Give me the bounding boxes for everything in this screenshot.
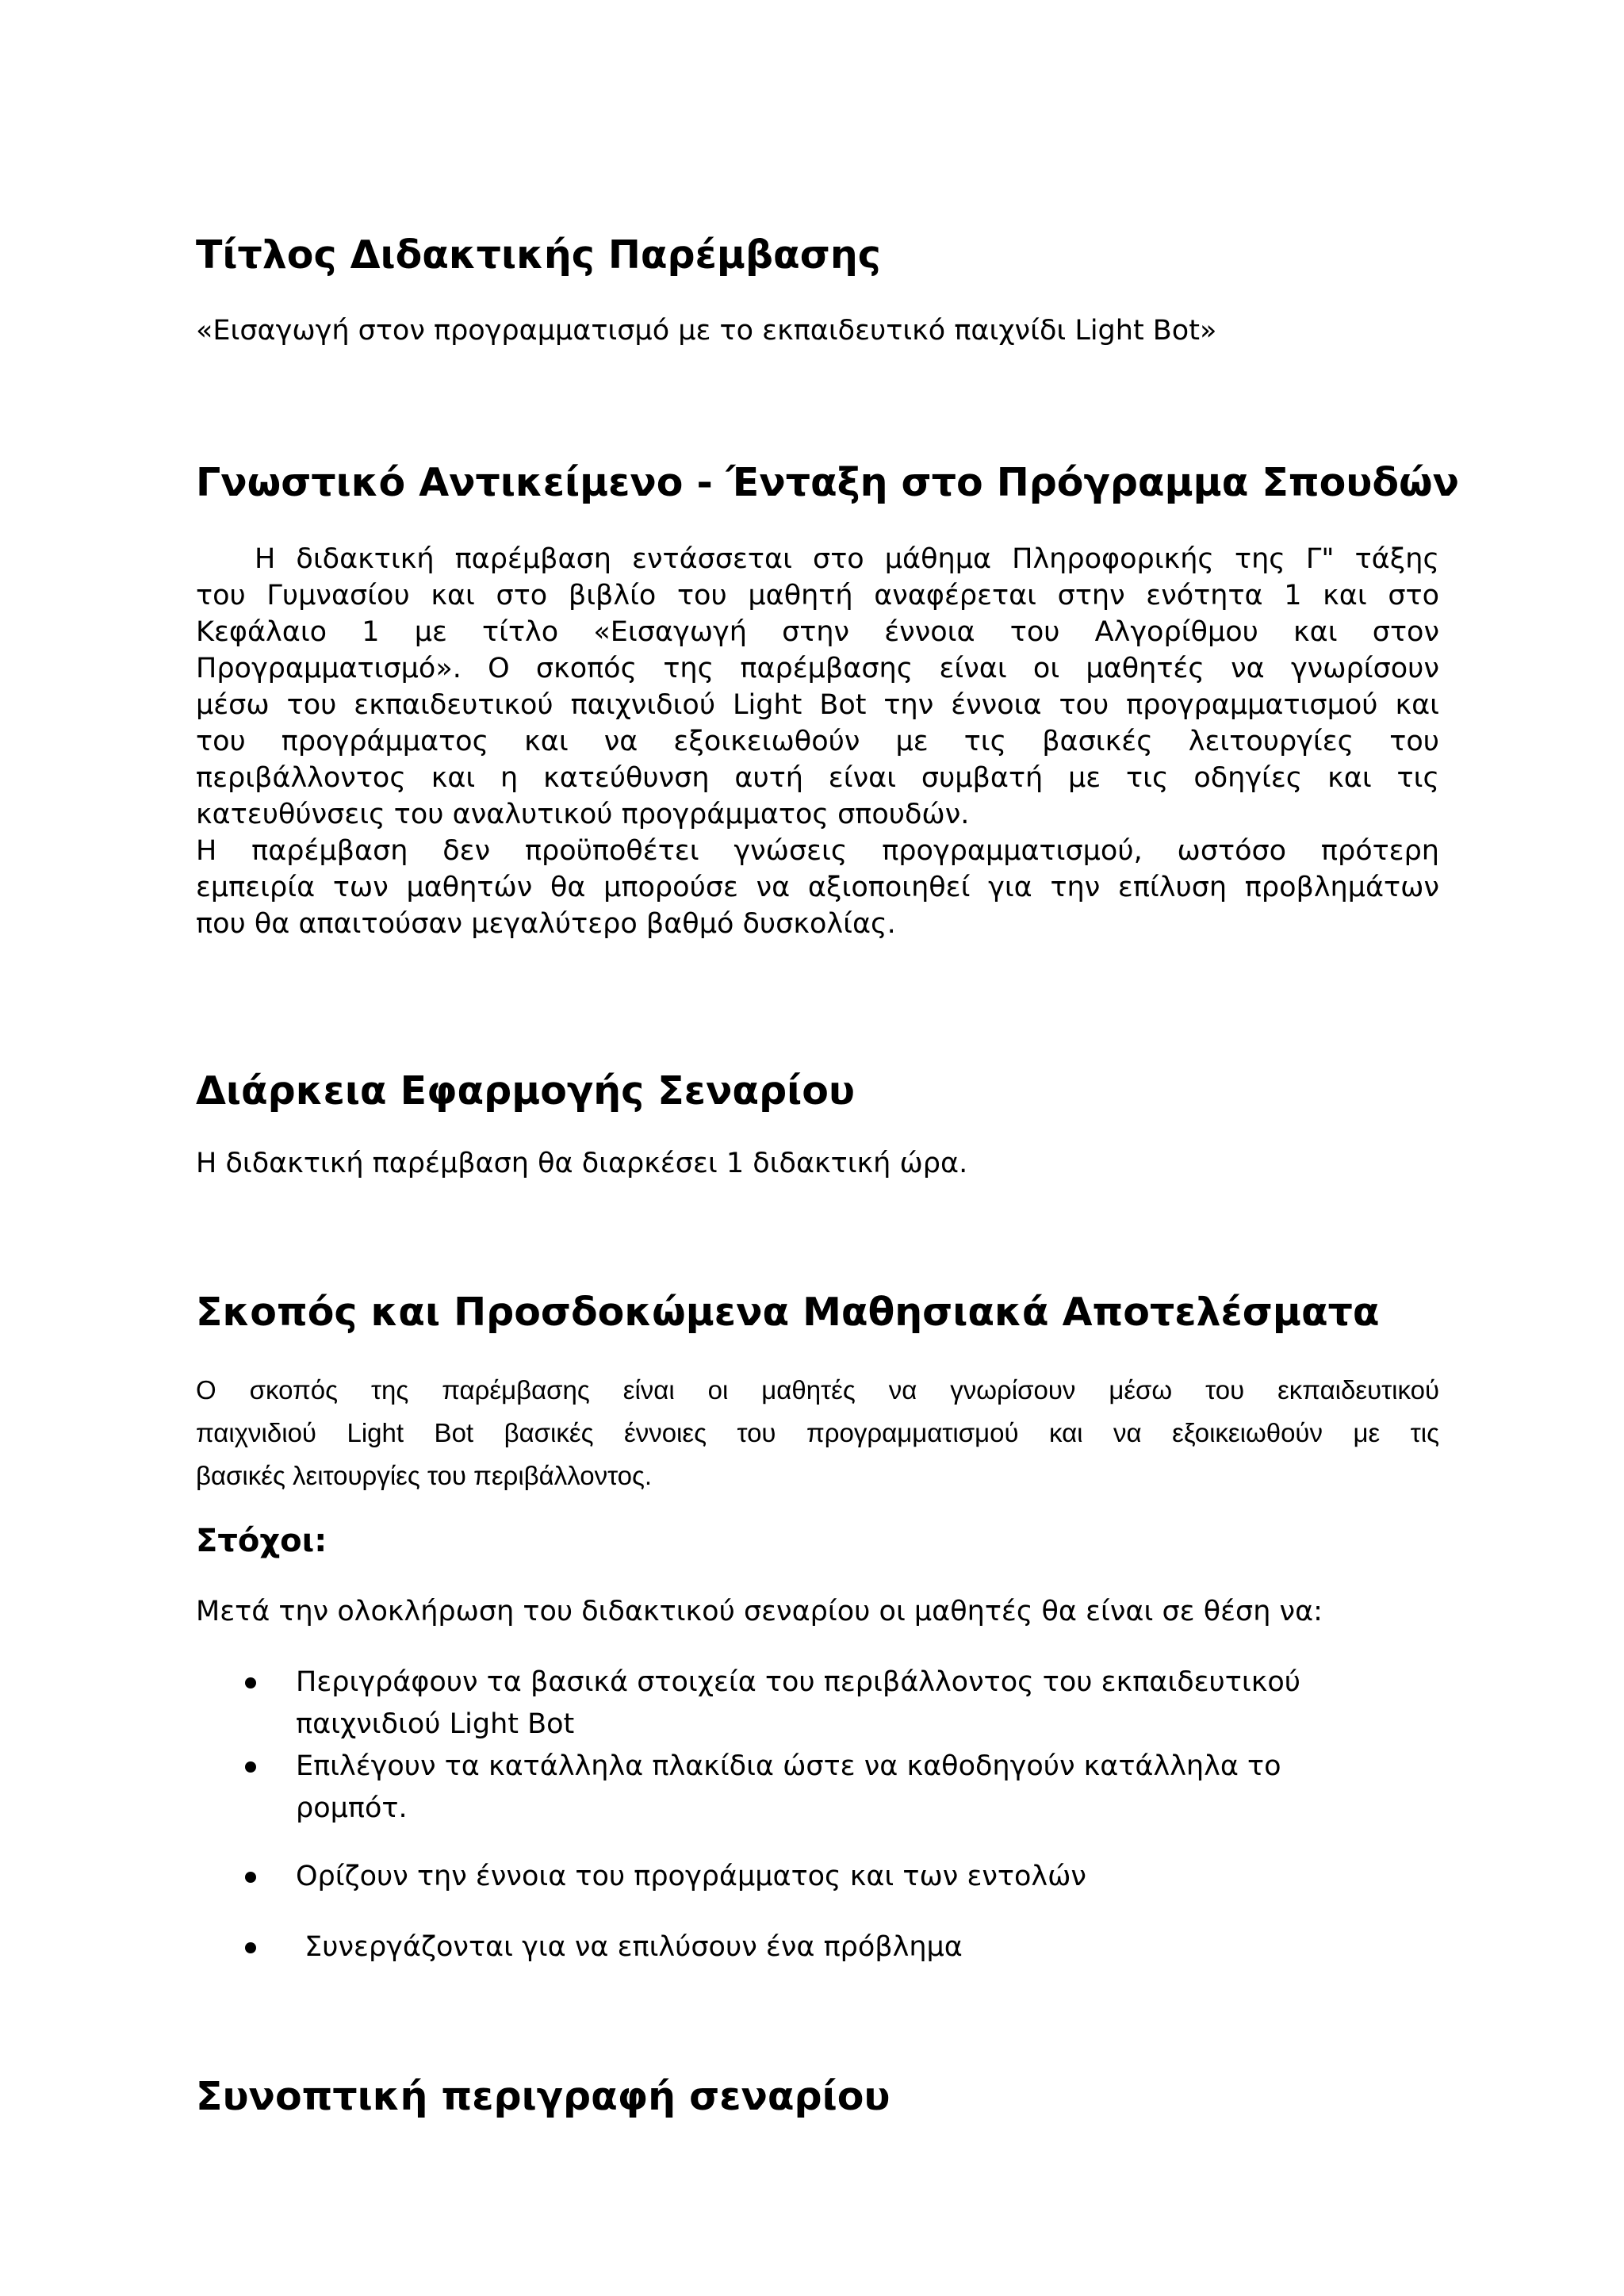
bullet-icon (245, 1872, 256, 1883)
section-heading-summary: Συνοπτική περιγραφή σεναρίου (196, 2074, 891, 2119)
subject-line: του Γυμνασίου και στο βιβλίο του μαθητή αναφέρεται στην ενότητα 1 και στο (196, 580, 1439, 611)
section-heading-title: Τίτλος Διδακτικής Παρέμβασης (196, 232, 881, 278)
bullet-icon (245, 1677, 256, 1688)
objective-text: ρομπότ. (296, 1792, 408, 1824)
goals-line: Ο σκοπός της παρέμβασης είναι οι μαθητές να γνωρίσουν μέσω του εκπαιδευτικού (196, 1375, 1439, 1405)
objective-text: παιχνιδιού Light Bot (296, 1708, 575, 1740)
subject-line: Κεφάλαιο 1 με τίτλο «Εισαγωγή στην έννοια του Αλγορίθμου και στον (196, 616, 1439, 648)
subject-line: Η παρέμβαση δεν προϋποθέτει γνώσεις προγραμματισμού, ωστόσο πρότερη (196, 835, 1439, 867)
objectives-heading: Στόχοι: (196, 1523, 327, 1559)
title-text: «Εισαγωγή στον προγραμματισμό με το εκπαιδευτικό παιχνίδι Light Bot» (196, 315, 1217, 347)
bullet-icon (245, 1942, 256, 1953)
subject-line: εμπειρία των μαθητών θα μπορούσε να αξιοποιηθεί για την επίλυση προβλημάτων (196, 872, 1439, 903)
section-heading-subject: Γνωστικό Αντικείμενο - Ένταξη στο Πρόγραμμα Σπουδών (196, 460, 1460, 505)
objective-text: Ορίζουν την έννοια του προγράμματος και των εντολών (296, 1861, 1086, 1892)
subject-line: μέσω του εκπαιδευτικού παιχνιδιού Light Bot την έννοια του προγραμματισμού και (196, 689, 1439, 721)
subject-line: του προγράμματος και να εξοικειωθούν με τις βασικές λειτουργίες του (196, 726, 1439, 757)
subject-line: κατευθύνσεις του αναλυτικού προγράμματος σπουδών. (196, 799, 970, 830)
subject-line: που θα απαιτούσαν μεγαλύτερο βαθμό δυσκολίας. (196, 908, 896, 940)
subject-line: Η διδακτική παρέμβαση εντάσσεται στο μάθημα Πληροφορικής της Γ" τάξης (255, 543, 1439, 575)
subject-line: περιβάλλοντος και η κατεύθυνση αυτή είναι συμβατή με τις οδηγίες και τις (196, 762, 1439, 794)
objective-text: Συνεργάζονται για να επιλύσουν ένα πρόβλημα (296, 1931, 963, 1963)
bullet-icon (245, 1761, 256, 1773)
objective-text: Περιγράφουν τα βασικά στοιχεία του περιβάλλοντος του εκπαιδευτικού (296, 1666, 1300, 1698)
duration-text: Η διδακτική παρέμβαση θα διαρκέσει 1 διδακτική ώρα. (196, 1148, 968, 1179)
objectives-intro: Μετά την ολοκλήρωση του διδακτικού σεναρίου οι μαθητές θα είναι σε θέση να: (196, 1596, 1323, 1627)
section-heading-goals: Σκοπός και Προσδοκώμενα Μαθησιακά Αποτελέσματα (196, 1290, 1380, 1335)
objective-text: Επιλέγουν τα κατάλληλα πλακίδια ώστε να καθοδηγούν κατάλληλα το (296, 1750, 1281, 1782)
section-heading-duration: Διάρκεια Εφαρμογής Σεναρίου (196, 1068, 855, 1114)
goals-line: βασικές λειτουργίες του περιβάλλοντος. (196, 1461, 653, 1490)
subject-line: Προγραμματισμό». Ο σκοπός της παρέμβασης είναι οι μαθητές να γνωρίσουν (196, 653, 1439, 684)
goals-line: παιχνιδιού Light Bot βασικές έννοιες του προγραμματισμού και να εξοικειωθούν με τις (196, 1418, 1439, 1447)
